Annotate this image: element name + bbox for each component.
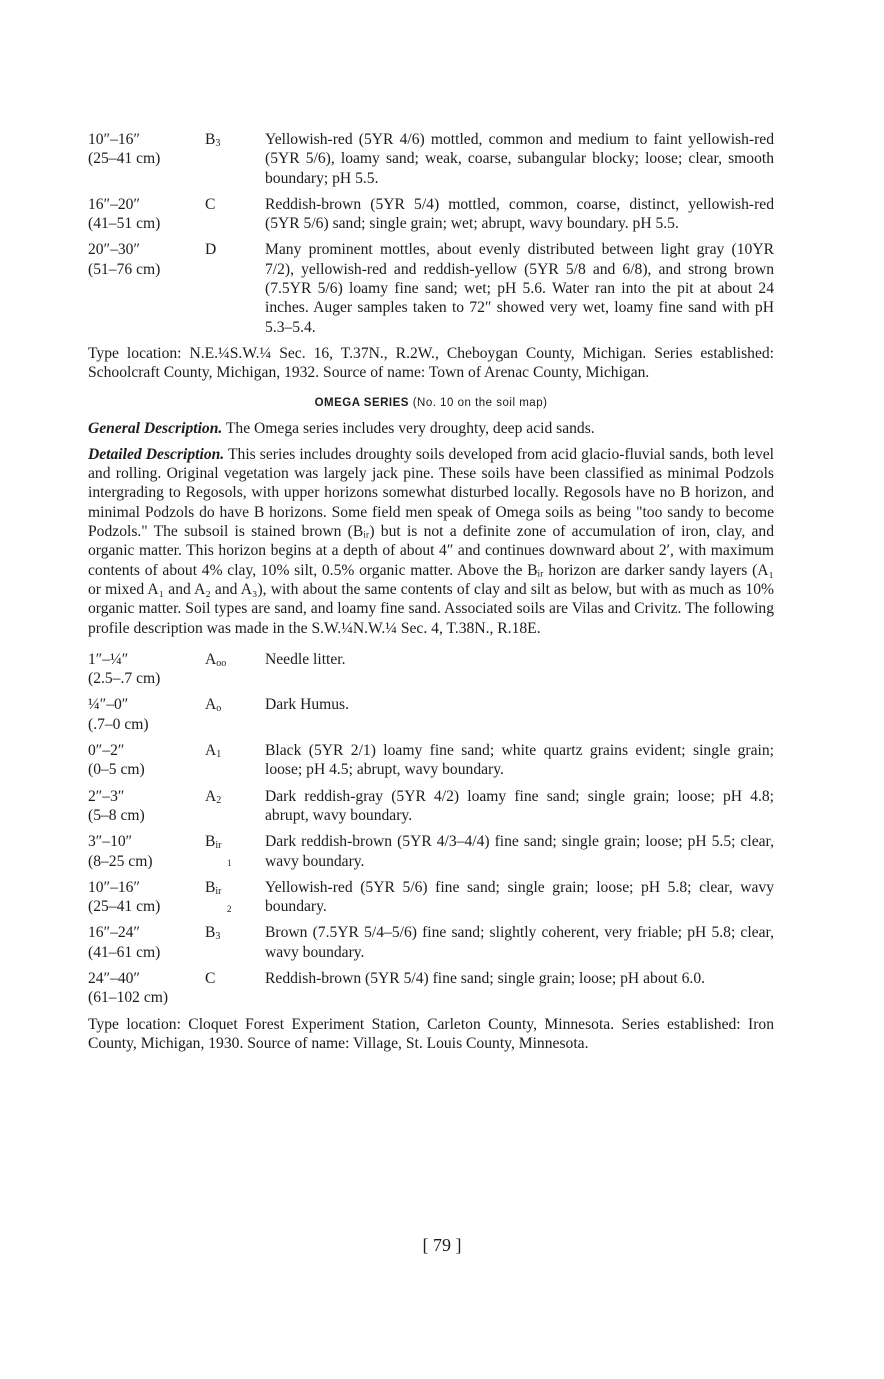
horizon-row <box>88 195 774 234</box>
depth-cm: (25–41 cm) <box>88 898 161 916</box>
horizon-depth <box>88 650 205 689</box>
omega-horizon-table <box>88 650 774 1008</box>
horizon-letter: A <box>205 787 217 805</box>
horizon-subscript: ir <box>215 885 222 897</box>
horizon-symbol <box>205 695 265 734</box>
horizon-subscript: 3 <box>215 931 221 943</box>
page-number: [ 79 ] <box>422 1235 462 1255</box>
depth-inches: 16″–20″ <box>88 195 140 213</box>
horizon-symbol <box>205 741 265 780</box>
horizon-symbol <box>205 787 265 826</box>
horizon-description: Reddish-brown (5YR 5/4) mottled, common, coarse, distinct, yellowish-red (5YR 5/6) sand; single grain; wet; abrupt, wavy boundary. pH 5.5. <box>265 195 774 233</box>
horizon-subscript: ir <box>215 840 222 852</box>
horizon-symbol <box>205 923 265 962</box>
omega-type-location: Type location: Cloquet Forest Experiment Station, Carleton County, Minnesota. Series established: Iron County, Michigan, 1930. Source of name: Village, St. Louis County, Minnesota. <box>88 1015 774 1052</box>
horizon-subscript: 2 <box>216 794 222 806</box>
depth-inches: 0″–2″ <box>88 742 125 760</box>
depth-cm: (61–102 cm) <box>88 989 169 1007</box>
horizon-depth <box>88 695 205 734</box>
horizon-description: Black (5YR 2/1) loamy fine sand; white quartz grains evident; single grain; loose; pH 4.5; abrupt, wavy boundary. <box>265 742 774 779</box>
horizon-letter: A <box>205 696 217 714</box>
horizon-letter: B <box>205 131 216 148</box>
horizon-description: Dark reddish-brown (5YR 4/3–4/4) fine sand; single grain; loose; pH 5.5; clear, wavy boundary. <box>265 833 774 870</box>
horizon-letter: B <box>205 878 216 896</box>
detailed-description <box>88 445 774 638</box>
horizon-row <box>88 240 774 336</box>
depth-cm: (0–5 cm) <box>88 761 145 779</box>
horizon-symbol <box>205 878 265 917</box>
horizon-symbol <box>205 130 265 188</box>
depth-cm: (51–76 cm) <box>88 260 161 278</box>
horizon-description: Many prominent mottles, about evenly distributed between light gray (10YR 7/2), yellowish-red and reddish-yellow (5YR 5/8 and 6/8), and strong brown (7.5YR 5/6) loamy fine sand; wet; pH 5.6. Water ran into the pit at about 24 inches. Auger samples taken to 72″ showed very wet, loamy fine sand with pH 5.3–5.4. <box>265 241 774 336</box>
horizon-description: Dark reddish-gray (5YR 4/2) loamy fine sand; single grain; loose; pH 4.8; abrupt, wavy boundary. <box>265 787 774 824</box>
detailed-description-label: Detailed Description. <box>88 445 225 463</box>
detailed-description-text: This series includes droughty soils developed from acid glacio-fluvial sands, both level and rolling. Original vegetation was largely jack pine. These soils have been classified as minimal Podzols intergrading to Regosols, with upper horizons somewhat disturbed locally. Regosols have no B horizon, and minimal Podzols do have B horizons. Some field men speak of Omega soils as being "too sandy to become Podzols." The subsoil is stained brown (Bᵢᵣ) but is not a definite zone of accumulation of iron, clay, and organic matter. This horizon begins at a depth of about 4″ and continues downward about 2′, with maximum contents of about 4% clay, 10% silt, 0.5% organic matter. Above the Bᵢᵣ horizon are darker sandy layers (A₁ or mixed A₁ and A₂ and A₃), with about the same contents of clay and silt as below, but with as much as 10% organic matter. Soil types are sand, and loamy fine sand. Associated soils are Vilas and Crivitz. The following profile description was made in the S.W.¼N.W.¼ Sec. 4, T.38N., R.18E. <box>88 445 774 637</box>
depth-cm: (41–61 cm) <box>88 943 161 961</box>
horizon-row <box>88 130 774 188</box>
general-description-label: General Description. <box>88 419 223 437</box>
horizon-letter: A <box>205 650 217 668</box>
horizon-subscript: 1 <box>216 749 222 761</box>
depth-cm: (.7–0 cm) <box>88 715 149 733</box>
horizon-depth <box>88 130 205 188</box>
horizon-description: Dark Humus. <box>265 696 350 714</box>
horizon-row <box>88 741 774 780</box>
horizon-row <box>88 832 774 871</box>
omega-section-heading <box>88 397 774 409</box>
arenac-horizon-table <box>88 130 774 337</box>
horizon-description: Brown (7.5YR 5/4–5/6) fine sand; slightly coherent, very friable; pH 5.8; clear, wavy boundary. <box>265 924 774 961</box>
omega-heading: OMEGA SERIES <box>314 396 409 409</box>
horizon-symbol <box>205 195 265 234</box>
horizon-depth <box>88 969 205 1008</box>
horizon-row <box>88 923 774 962</box>
horizon-description: Yellowish-red (5YR 4/6) mottled, common and medium to faint yellowish-red (5YR 5/6), loamy sand; weak, coarse, subangular blocky; loose; clear, smooth boundary; pH 5.5. <box>265 131 774 187</box>
horizon-symbol <box>205 650 265 689</box>
general-description-text: The Omega series includes very droughty, deep acid sands. <box>222 419 595 437</box>
horizon-letter: B <box>205 924 216 942</box>
depth-cm: (5–8 cm) <box>88 806 145 824</box>
horizon-letter: C <box>205 969 216 987</box>
depth-inches: 16″–24″ <box>88 924 140 942</box>
horizon-description: Reddish-brown (5YR 5/4) fine sand; single grain; loose; pH about 6.0. <box>265 969 706 987</box>
depth-cm: (2.5–.7 cm) <box>88 670 161 688</box>
page-content <box>88 130 774 1060</box>
omega-heading-note: (No. 10 on the soil map) <box>412 396 548 409</box>
horizon-subscript: 3 <box>215 138 221 149</box>
depth-inches: 10″–16″ <box>88 131 140 148</box>
horizon-depth <box>88 195 205 234</box>
horizon-depth <box>88 878 205 917</box>
horizon-depth <box>88 240 205 336</box>
horizon-letter: C <box>205 195 216 213</box>
depth-cm: (25–41 cm) <box>88 150 161 168</box>
horizon-subscript: oo <box>216 657 227 669</box>
horizon-row <box>88 787 774 826</box>
horizon-subscript: o <box>216 703 222 715</box>
horizon-subscript-number: 1 <box>227 858 232 869</box>
horizon-depth <box>88 741 205 780</box>
horizon-depth <box>88 832 205 871</box>
horizon-description: Needle litter. <box>265 650 346 668</box>
horizon-symbol <box>205 969 265 1008</box>
arenac-type-location: Type location: N.E.¼S.W.¼ Sec. 16, T.37N., R.2W., Cheboygan County, Michigan. Series established: Schoolcraft County, Michigan, 1932. Source of name: Town of Arenac County, Michigan. <box>88 344 774 382</box>
depth-cm: (8–25 cm) <box>88 852 153 870</box>
horizon-letter: D <box>205 241 217 259</box>
horizon-row <box>88 650 774 689</box>
depth-inches: 24″–40″ <box>88 969 140 987</box>
depth-inches: 20″–30″ <box>88 241 140 259</box>
horizon-symbol <box>205 240 265 336</box>
horizon-row <box>88 695 774 734</box>
horizon-row <box>88 878 774 917</box>
depth-inches: ¼″–0″ <box>88 696 129 714</box>
general-description <box>88 419 774 438</box>
depth-inches: 2″–3″ <box>88 787 125 805</box>
horizon-symbol <box>205 832 265 871</box>
horizon-subscript-number: 2 <box>227 903 232 914</box>
depth-inches: 1″–¼″ <box>88 650 129 668</box>
horizon-description: Yellowish-red (5YR 5/6) fine sand; single grain; loose; pH 5.8; clear, wavy boundary. <box>265 878 774 916</box>
depth-inches: 3″–10″ <box>88 833 133 851</box>
horizon-depth <box>88 923 205 962</box>
depth-inches: 10″–16″ <box>88 878 140 896</box>
horizon-letter: B <box>205 833 216 851</box>
depth-cm: (41–51 cm) <box>88 215 161 233</box>
horizon-letter: A <box>205 742 217 760</box>
horizon-depth <box>88 787 205 826</box>
horizon-row <box>88 969 774 1008</box>
